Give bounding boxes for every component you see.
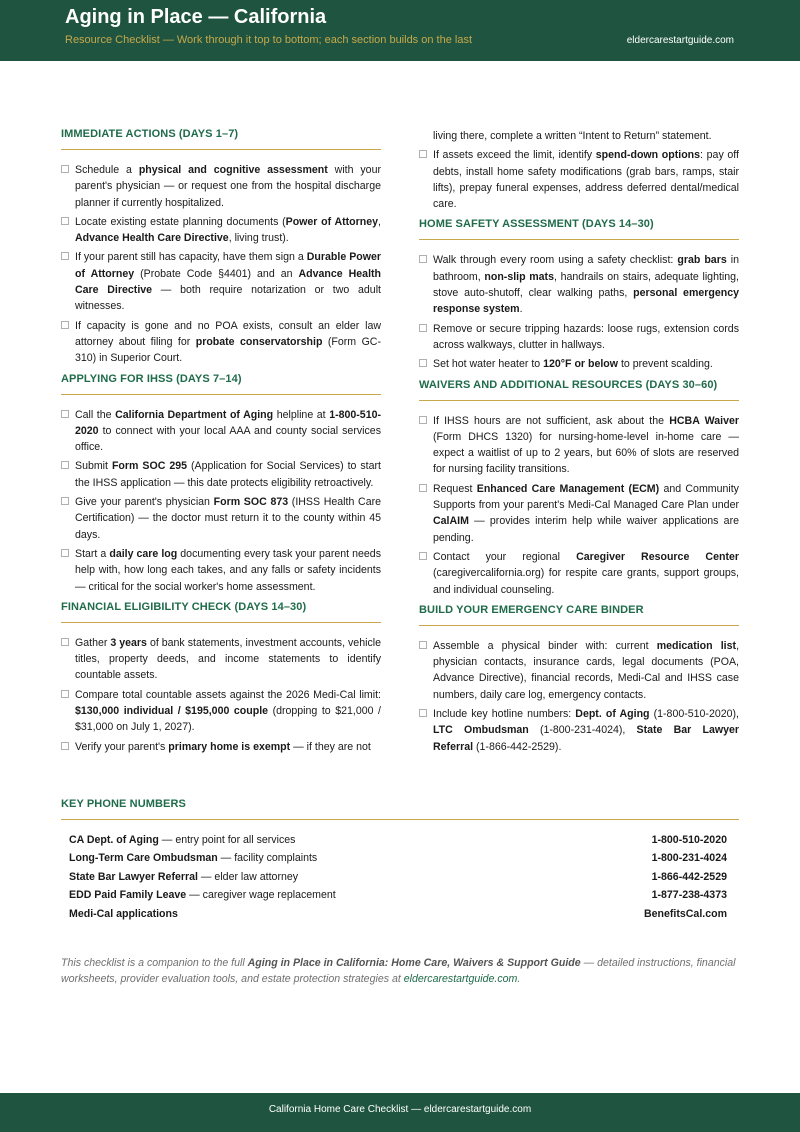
checklist-item [61,494,381,543]
checklist-immediate [61,162,381,367]
item-text: (IHSS Health Care Certification) — the doctor must return it to the county within 45 days. [75,496,382,541]
phone-contact-desc: — elder law attorney [197,870,299,883]
emphasis-text: grab bars [677,254,727,267]
note-text: . [517,973,521,986]
emphasis-text: CalAIM [433,515,469,528]
section-divider [419,239,739,240]
checklist-waivers [419,413,739,598]
phone-contact-desc: — facility complaints [217,852,318,865]
item-text: Start a [75,547,110,560]
item-text: to connect with your local AAA and county social services office. [75,424,381,454]
checklist-item [419,706,739,755]
checklist-item [419,321,739,354]
emphasis-text: Form SOC 295 [111,460,188,473]
item-text: — provides interim help while waiver applications are pending. [433,515,739,544]
phone-contact-name: EDD Paid Family Leave [69,889,187,902]
emphasis-text: probate conservatorship [195,335,323,348]
item-text: of bank statements, investment accounts, vehicle titles, property deeds, and income statements to identify countable assets. [75,636,381,682]
checklist-item [61,546,381,595]
checklist-item [419,413,739,478]
phone-contact-name: Medi-Cal applications [69,907,178,920]
emphasis-text: primary home is exempt [168,740,291,753]
checklist-item [419,252,739,317]
checklist-item [61,739,381,755]
checkbox-icon[interactable] [419,359,427,367]
item-text: , living trust). [228,232,289,245]
phone-number[interactable]: 1-800-231-4024 [651,852,727,865]
checkbox-icon[interactable] [419,709,427,717]
checkbox-icon[interactable] [61,217,69,225]
phone-contact-desc: — entry point for all services [158,834,296,846]
checklist-item [61,687,381,736]
section-heading-phones: KEY PHONE NUMBERS [61,798,186,810]
emphasis-text: 120°F or below [543,358,619,371]
item-text: in bathroom, [433,254,739,283]
phone-row [61,852,739,870]
item-text: (Form DHCS 1320) for nursing-home-level in-home care — expect a waitlist of up to 2 years, but 60% of slots are reserved for nursing facility transitions. [433,430,739,476]
phone-contact-name: State Bar Lawyer Referral [69,870,198,883]
checklist-ihss [61,407,381,595]
item-text: , [378,215,381,228]
footer-text: California Home Care Checklist — eldercarestartguide.com [268,1104,532,1115]
item-text: helpline at [273,408,330,421]
emphasis-text: spend-down options [595,149,701,162]
emphasis-text: Enhanced Care Management (ECM) [476,482,660,495]
phone-number[interactable]: 1-800-510-2020 [651,834,727,846]
checkbox-icon[interactable] [61,321,69,329]
emphasis-text: non-slip mats [484,270,554,283]
item-text: : pay off debts, install home safety modifications (grab bars, ramps, stair lifts), prepay funeral expenses, address deferred dental/medical care. [433,149,739,211]
item-text: documenting every task your parent needs help with, how long each takes, and any falls or safety incidents — critical for the social worker's home assessment. [75,547,381,593]
emphasis-text: Advance Health Care Directive [75,232,229,245]
item-text: If IHSS hours are not sufficient, ask about the [433,414,670,427]
section-heading-safety: HOME SAFETY ASSESSMENT (DAYS 14–30) [419,218,654,231]
item-text: Call the [75,408,116,421]
emphasis-text: Caregiver Resource Center [576,550,739,563]
item-text: (Application for Social Services) to start the IHSS application — this date protects eligibility retroactively. [75,460,381,489]
item-text: If assets exceed the limit, identify [433,149,596,162]
item-text: , handrails on stairs, adequate lighting, stove auto-shutoff, clear walking paths, [433,270,739,300]
checklist-financial-continued [419,147,739,212]
section-divider [419,400,739,401]
emphasis-text: 1-800-510-2020 [75,408,382,437]
item-text: If capacity is gone and no POA exists, consult an elder law attorney about filing for [75,319,381,348]
page-subtitle: Resource Checklist — Work through it top to bottom; each section builds on the last [65,34,472,46]
phone-list [61,834,739,926]
item-text: Give your parent's physician [75,496,214,509]
phone-number[interactable]: 1-877-238-4373 [651,889,727,902]
checkbox-icon[interactable] [419,324,427,332]
checklist-item [61,458,381,491]
emphasis-text: California Department of Aging [115,408,274,421]
item-text: Set hot water heater to [433,358,544,371]
section-divider [61,622,381,623]
item-text: . [519,303,523,316]
emphasis-text: physical and cognitive assessment [138,164,328,176]
checkbox-icon[interactable] [419,484,427,492]
page-header [0,0,800,61]
checklist-item [419,147,739,212]
item-text: Compare total countable assets against the 2026 Medi-Cal limit: [75,688,381,701]
checkbox-icon[interactable] [61,410,69,418]
item-text: with your parent's physician — or request one from the hospital discharge planner if currently hospitalized. [75,164,381,209]
item-text: Remove or secure tripping hazards: loose rugs, extension cords across walkways, clutter in hallways. [433,322,739,351]
emphasis-text: 3 years [110,636,147,649]
item-text: Assemble a physical binder with: current [433,639,657,652]
emphasis-text: State Bar Lawyer Referral [433,724,739,753]
section-divider [419,625,739,626]
phone-contact-name: Long-Term Care Ombudsman [69,852,218,865]
emphasis-text: personal emergency response system [433,287,739,316]
section-heading-immediate: IMMEDIATE ACTIONS (DAYS 1–7) [61,128,239,140]
phone-row [61,871,739,889]
checklist-item [61,162,381,211]
checklist-safety [419,252,739,372]
checkbox-icon[interactable] [61,461,69,469]
checkbox-icon[interactable] [419,552,427,560]
key-phone-numbers [61,798,739,926]
item-text: (dropping to $21,000 / $31,000 on July 1, 2027). [75,705,381,734]
phone-number[interactable]: 1-866-442-2529 [651,870,727,883]
phone-row [61,834,739,852]
emphasis-text: Dept. of Aging [575,708,650,721]
item-text: — if they are not [290,740,371,753]
section-divider [61,394,381,395]
section-heading-ihss: APPLYING FOR IHSS (DAYS 7–14) [61,372,242,385]
checkbox-icon[interactable] [61,690,69,698]
item-text: Request [433,482,477,495]
checkbox-icon[interactable] [419,255,427,263]
section-divider [61,149,381,150]
section-heading-financial: FINANCIAL ELIGIBILITY CHECK (DAYS 14–30) [61,600,307,613]
item-text: Locate existing estate planning documents ( [75,215,286,228]
item-text: Contact your regional [433,550,577,563]
item-text: (1-800-231-4024), [528,724,637,737]
item-text: (Probate Code §4401) and an [134,267,299,280]
item-text: (1-866-442-2529). [473,740,562,753]
section-heading-waivers: WAIVERS AND ADDITIONAL RESOURCES (DAYS 30–60) [419,378,718,391]
checklist-binder [419,638,739,755]
left-column [61,128,381,758]
section-divider [61,819,739,820]
item-text: Gather [75,636,111,649]
item-text: Submit [75,460,112,473]
checklist-item [61,318,381,367]
item-text: (caregivercalifornia.org) for respite care grants, support groups, and individual counseling. [433,567,739,596]
item-text: to prevent scalding. [618,358,713,371]
item-text: Include key hotline numbers: [433,708,576,721]
emphasis-text: Form SOC 873 [213,496,289,509]
phone-number[interactable]: BenefitsCal.com [643,907,727,920]
emphasis-text: Advance Health Care Directive [75,267,382,297]
checklist-item [61,214,381,247]
emphasis-text: daily care log [109,547,178,560]
checklist-item [61,407,381,456]
checklist-item [419,481,739,546]
checklist-item [419,549,739,598]
emphasis-text: $130,000 individual / $195,000 couple [75,705,269,718]
item-text: (Form GC-310) in Superior Court. [75,335,381,365]
right-column [419,128,739,758]
checklist-financial [61,635,381,755]
checkbox-icon[interactable] [61,742,69,750]
phone-row [61,908,739,926]
checkbox-icon[interactable] [61,165,69,173]
checklist-item [61,249,381,314]
item-text: — both require notarization or two adult witnesses. [75,284,381,313]
header-site-link[interactable]: eldercarestartguide.com [626,35,734,46]
note-site-link[interactable]: eldercarestartguide.com [403,973,518,986]
checklist-item [419,638,739,703]
checkbox-icon[interactable] [61,638,69,646]
emphasis-text: Power of Attorney [285,215,379,228]
emphasis-text: medication list [656,639,737,652]
checkbox-icon[interactable] [419,641,427,649]
checklist-item-continuation: living there, complete a written “Intent to Return” statement. [433,130,712,142]
emphasis-text: Durable Power of Attorney [75,251,381,280]
emphasis-text: LTC Ombudsman [433,724,529,737]
item-text: (1-800-510-2020), [649,708,739,721]
checkbox-icon[interactable] [61,549,69,557]
item-text: Walk through every room using a safety checklist: [433,254,678,267]
checklist-item [61,635,381,684]
checkbox-icon[interactable] [61,252,69,260]
section-heading-binder: BUILD YOUR EMERGENCY CARE BINDER [419,603,644,616]
item-text: If your parent still has capacity, have them sign a [75,251,307,264]
phone-contact-name: CA Dept. of Aging [69,834,159,846]
item-text: and Community Supports from your parent's Medi-Cal Managed Care Plan under [433,482,739,512]
note-guide-title: Aging in Place in California: Home Care, Waivers & Support Guide [247,957,581,969]
item-text: Verify your parent's [75,740,169,753]
item-text: Schedule a [75,164,139,176]
phone-row [61,889,739,907]
phone-contact-desc: — caregiver wage replacement [186,889,336,902]
checkbox-icon[interactable] [419,416,427,424]
page-footer [0,1093,800,1132]
note-text: — detailed instructions, financial worksheets, provider evaluation tools, and estate protection strategies at [61,957,736,986]
emphasis-text: HCBA Waiver [669,414,740,427]
companion-note [61,955,739,988]
note-text: This checklist is a companion to the full [61,957,248,969]
checkbox-icon[interactable] [61,497,69,505]
checklist-item [419,356,739,372]
item-text: , physician contacts, insurance cards, legal documents (POA, Advance Directive), financial records, Medi-Cal and IHSS case numbers, daily care log, emergency contacts. [433,639,740,701]
page-title: Aging in Place — California [65,6,327,28]
checkbox-icon[interactable] [419,150,427,158]
